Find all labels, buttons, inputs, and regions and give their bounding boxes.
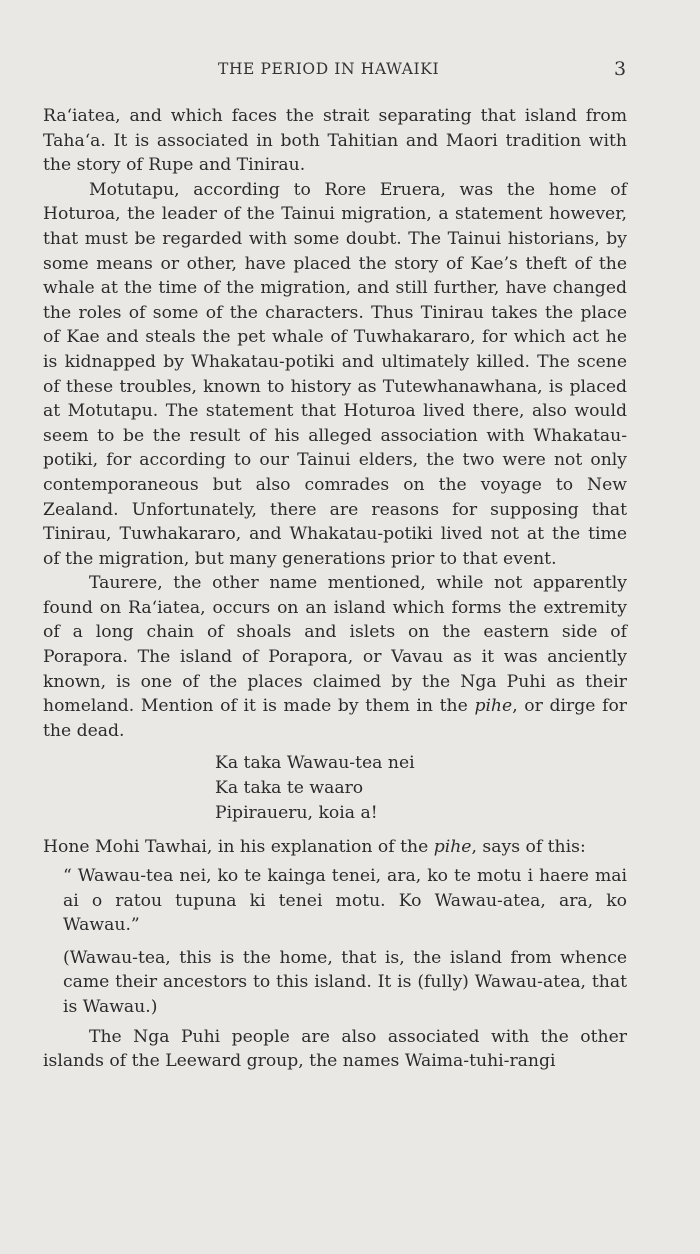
paragraph-hone-mohi-text: Hone Mohi Tawhai, in his explanation of the	[43, 837, 434, 858]
running-head: THE PERIOD IN HAWAIKI	[218, 60, 440, 78]
paragraph-motutapu: Motutapu, according to Rore Eruera, was the home of Hoturoa, the leader of the Tainui migration, a statement however, that must be regarded with some doubt. The Tainui historians, by some means or other, have placed the story of Kae’s theft of the whale at the time of the migration, and still further, have changed the roles of some of the characters. Thus Tinirau takes the place of Kae and steals the pet whale of Tuwhakararo, for which act he is kidnapped by Whakatau-potiki and ultimately killed. The scene of these troubles, known to history as Tutewhanawhana, is placed at Motutapu. The statement that Hoturoa lived there, also would seem to be the result of his alleged association with Whakatau-potiki, for according to our Tainui elders, the two were not only contemporaneous but also comrades on the voyage to New Zealand. Unfortunately, there are reasons for supposing that Tinirau, Tuwhakararo, and Whakatau-potiki lived not at the time of the migration, but many generations prior to that event.	[43, 179, 627, 569]
verse-block	[215, 743, 627, 835]
paragraph-hone-mohi	[43, 835, 627, 860]
paragraph-continuation: Raʻiatea, and which faces the strait separating that island from Tahaʻa. It is associated in both Tahitian and Maori tradition with the story of Rupe and Tinirau.	[43, 106, 627, 176]
paragraph-nga-puhi: The Nga Puhi people are also associated with the other islands of the Leeward group, the names Waima-tuhi-rangi	[43, 1026, 627, 1072]
page-header	[0, 58, 700, 84]
italic-term-pihe: pihe	[433, 837, 472, 858]
quote-maori: “ Wawau-tea nei, ko te kainga tenei, ara, ko te motu i haere mai ai o ratou tupuna ki tenei motu. Ko Wawau-atea, ara, ko Wawau.”	[63, 866, 627, 936]
verse-line: Ka taka te waaro	[215, 778, 364, 799]
paragraph-hone-mohi-end: , says of this:	[471, 837, 586, 858]
body-text	[43, 104, 627, 1074]
verse-line: Ka taka Wawau-tea nei	[215, 753, 415, 774]
paragraph-taurere	[43, 571, 627, 743]
italic-term-pihe: pihe	[474, 696, 513, 717]
paragraph-taurere-end: , or dirge for the dead.	[43, 696, 628, 741]
page-number: 3	[614, 58, 627, 80]
verse-line: Pipiraueru, koia a!	[215, 803, 378, 824]
paragraph-taurere-text: Taurere, the other name mentioned, while not apparently found on Raʻiatea, occurs on an island which forms the extremity of a long chain of shoals and islets on the eastern side of Porapora. The island of Porapora, or Vavau as it was anciently known, is one of the places claimed by the Nga Puhi as their homeland. Mention of it is made by them in the	[43, 573, 627, 717]
quote-english: (Wawau-tea, this is the home, that is, the island from whence came their ancestors to this island. It is (fully) Wawau-atea, that is Wawau.)	[63, 947, 627, 1017]
